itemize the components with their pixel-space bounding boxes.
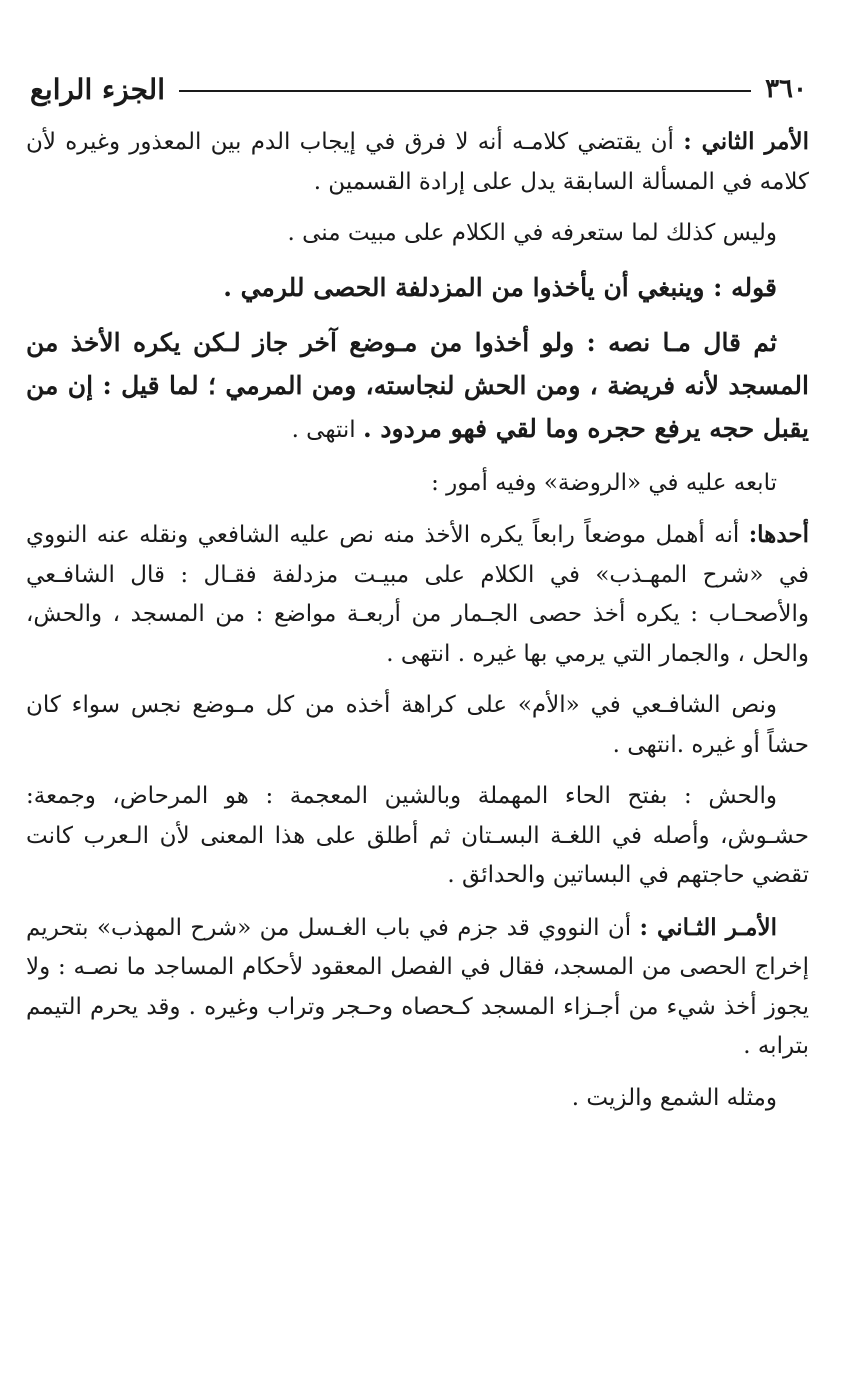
paragraph-5 <box>26 464 809 504</box>
paragraph-10 <box>26 1079 809 1119</box>
paragraph-7 <box>26 686 809 765</box>
page-header <box>30 64 807 114</box>
paragraph-8 <box>26 777 809 896</box>
paragraph-9 <box>26 908 809 1067</box>
page-body <box>26 122 809 1130</box>
paragraph-lead: قوله : وينبغي أن يأخذوا من المزدلفة الحصى للرمي . <box>223 272 777 302</box>
paragraph-3 <box>26 266 809 309</box>
paragraph-text: ونص الشافـعي في «الأم» على كراهة أخذه من كل مـوضع نجس سواء كان حشاً أو غيره .انتهى . <box>26 692 809 758</box>
paragraph-lead: أحدها: <box>748 521 809 548</box>
paragraph-text: ومثله الشمع والزيت . <box>571 1084 777 1111</box>
paragraph-2 <box>26 214 809 254</box>
paragraph-text: والحش : بفتح الحاء المهملة وبالشين المعجمة : هو المرحاض، وجمعة: حشـوش، وأصله في اللغـة البسـتان ثم أطلق على هذا المعنى لأن الـعرب كانت تقضي حاجتهم في البساتين والحدائق . <box>26 783 809 888</box>
paragraph-text: وليس كذلك لما ستعرفه في الكلام على مبيت منى . <box>287 220 777 246</box>
paragraph-lead: ثم قال مـا نصه : ولو أخذوا من مـوضع آخر جاز لـكن يكره الأخذ من المسجد لأنه فريضة ، ومن الحش لنجاسته، ومن المرمي ؛ لما قيل : إن من يقبل حجه يرفع حجره وما لقي فهو مردود . <box>26 327 809 443</box>
paragraph-4 <box>26 321 809 452</box>
page-number: ٣٦٠ <box>765 74 807 104</box>
paragraph-text: تابعه عليه في «الروضة» وفيه أمور : <box>431 469 777 496</box>
paragraph-lead: الأمـر الثـاني : <box>639 913 777 941</box>
paragraph-text: أن النووي قد جزم في باب الغـسل من «شرح المهذب» بتحريم إخراج الحصى من المسجد، فقال في الفصل المعقود لأحكام المساجد ما نصـه : ولا يجوز أخذ شيء من أجـزاء المسجد كـحصاه وحـجر وتراب وغيره . وقد يحرم التيمم بترابه . <box>26 914 809 1059</box>
paragraph-6 <box>26 515 809 674</box>
paragraph-text: أنه أهمل موضعاً رابعاً يكره الأخذ منه نص عليه الشافعي ونقله عنه النووي في «شرح المهـذب» في الكلام على مبيـت مزدلفة فقـال : قال الشافـعي والأصحـاب : يكره أخذ حصى الجـمار من أربعـة مواضع : من المسجد ، والحش، والحل ، والجمار التي يرمي بها غيره . انتهى . <box>26 522 809 667</box>
header-rule <box>179 90 751 92</box>
paragraph-1 <box>26 122 809 202</box>
paragraph-text: أن يقتضي كلامـه أنه لا فرق في إيجاب الدم بين المعذور وغيره لأن كلامه في المسألة السابقة يدل على إرادة القسمين . <box>26 129 809 195</box>
paragraph-text: انتهى . <box>291 416 363 443</box>
running-title: الجزء الرابع <box>30 72 165 106</box>
paragraph-lead: الأمر الثاني : <box>683 128 809 155</box>
